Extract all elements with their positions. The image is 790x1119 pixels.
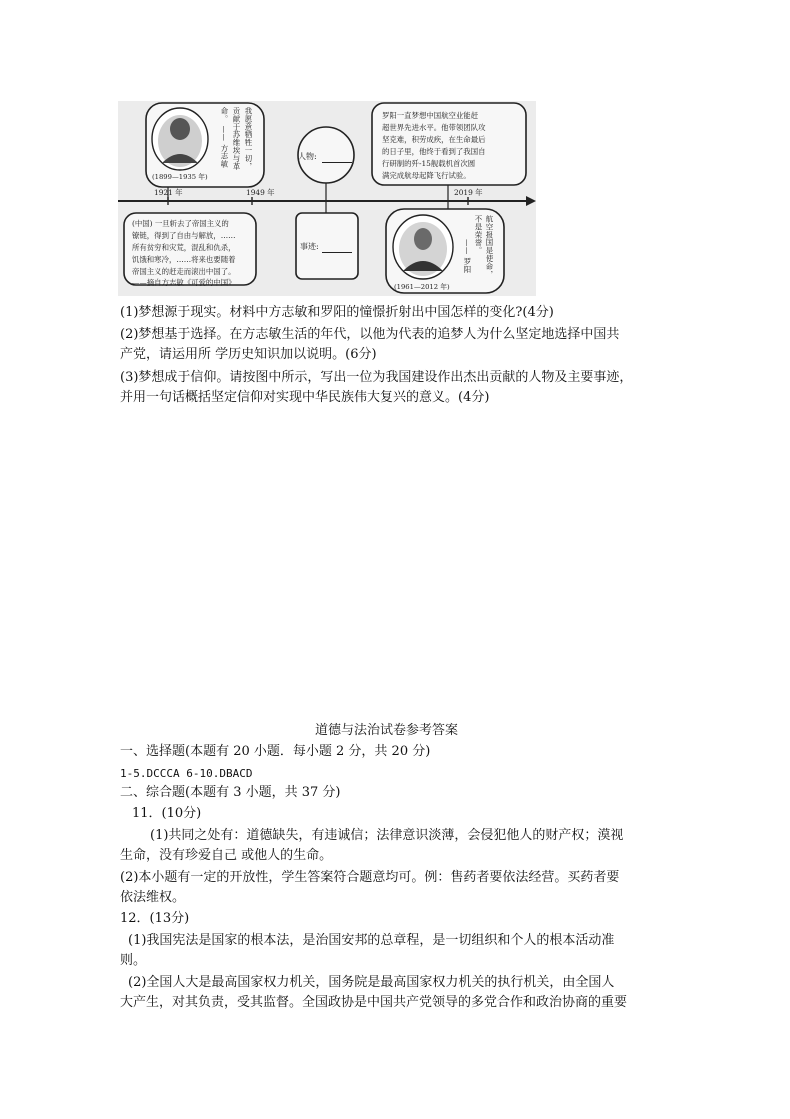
deed-blank (322, 252, 352, 253)
answer-11-1-line1: (1)共同之处有：道德缺失，有违诚信；法律意识淡薄，会侵犯他人的财产权；漠视 (150, 828, 624, 843)
fang-text-5: 帝国主义的赶走而滚出中国了。 (132, 267, 236, 276)
fang-quote-line3: 命。 —— 方志敏 (220, 107, 229, 168)
section-2-heading: 二、综合题(本题有 3 小题，共 37 分) (120, 785, 341, 800)
luo-text-2: 超世界先进水平。他带领团队攻 (382, 123, 486, 132)
year-1921: 1921 年 (154, 188, 183, 197)
luo-quote-line3: —— 罗阳 (463, 239, 472, 274)
year-2019: 2019 年 (454, 188, 483, 197)
fang-text-6: ——摘自方志敏《可爱的中国》 (132, 278, 236, 287)
fang-text-4: 饥饿和寒冷，……将来也要随着 (132, 255, 236, 264)
luo-quote-line2: 不是荣誉。 (474, 215, 483, 255)
luo-text-4: 的日子里，他终于看到了我国自 (382, 147, 486, 156)
question-3-line1: (3)梦想成于信仰。请按图中所示，写出一位为我国建设作出杰出贡献的人物及主要事迹， (120, 370, 633, 385)
year-1949: 1949 年 (246, 188, 275, 197)
fang-text-2: 镣链，得到了自由与解放，…… (132, 231, 236, 240)
answer-11-2-line2: 依法维权。 (120, 890, 186, 905)
luo-text-5: 行研制的歼-15舰载机首次圆 (382, 159, 476, 168)
answer-11-1-line2: 生命，没有珍爱自己 或他人的生命。 (120, 848, 333, 863)
question-1: (1)梦想源于现实。材料中方志敏和罗阳的憧憬折射出中国怎样的变化?(4分) (120, 305, 554, 320)
question-2-line1: (2)梦想基于选择。在方志敏生活的年代，以他为代表的追梦人为什么坚定地选择中国共 (120, 327, 620, 342)
fang-text-3: 所有贫穷和灾荒，混乱和仇杀， (132, 243, 236, 252)
answer-11-heading: 11．(10分) (132, 806, 202, 821)
section-1-answers: 1-5.DCCCA 6-10.DBACD (120, 767, 253, 780)
answers-title: 道德与法治试卷参考答案 (315, 723, 459, 738)
section-1-heading: 一、选择题(本题有 20 小题．每小题 2 分，共 20 分) (120, 744, 431, 759)
fang-text-1: (中国) 一旦斩去了帝国主义的 (132, 219, 229, 228)
question-3-line2: 并用一句话概括坚定信仰对实现中华民族伟大复兴的意义。(4分) (120, 390, 490, 405)
answer-12-1-line2: 则。 (120, 953, 147, 968)
question-2-line2: 产党，请运用所 学历史知识加以说明。(6分) (120, 347, 377, 362)
fang-quote-line1: 我愿意牺牲一切， (244, 107, 253, 171)
luo-text-1: 罗阳一直梦想中国航空业能赶 (382, 111, 479, 120)
answer-12-2-line2: 大产生，对其负责，受其监督。全国政协是中国共产党领导的多党合作和政治协商的重要 (120, 995, 628, 1010)
fang-dates: (1899—1935 年) (152, 173, 208, 181)
person-label: 人物: (298, 152, 317, 161)
fang-quote-line2: 贡献于苏维埃与革 (232, 107, 241, 171)
timeline-arrow (526, 196, 536, 206)
timeline-figure (118, 101, 536, 296)
luo-text-3: 坚克难，积劳成疾，在生命最后 (382, 135, 486, 144)
answer-12-2-line1: (2)全国人大是最高国家权力机关，国务院是最高国家权力机关的执行机关，由全国人 (128, 975, 615, 990)
luo-quote-line1: 航空报国是使命， (485, 215, 494, 279)
luo-text-6: 满完成航母起降飞行试验。 (382, 171, 471, 180)
person-blank (322, 162, 352, 163)
answer-12-heading: 12．(13分) (120, 911, 190, 926)
answer-11-2-line1: (2)本小题有一定的开放性，学生答案符合题意均可。例：售药者要依法经营。买药者要 (120, 870, 620, 885)
luo-dates: (1961—2012 年) (394, 283, 450, 291)
deed-label: 事迹: (300, 242, 319, 251)
answer-12-1-line1: (1)我国宪法是国家的根本法，是治国安邦的总章程，是一切组织和个人的根本活动准 (128, 933, 615, 948)
